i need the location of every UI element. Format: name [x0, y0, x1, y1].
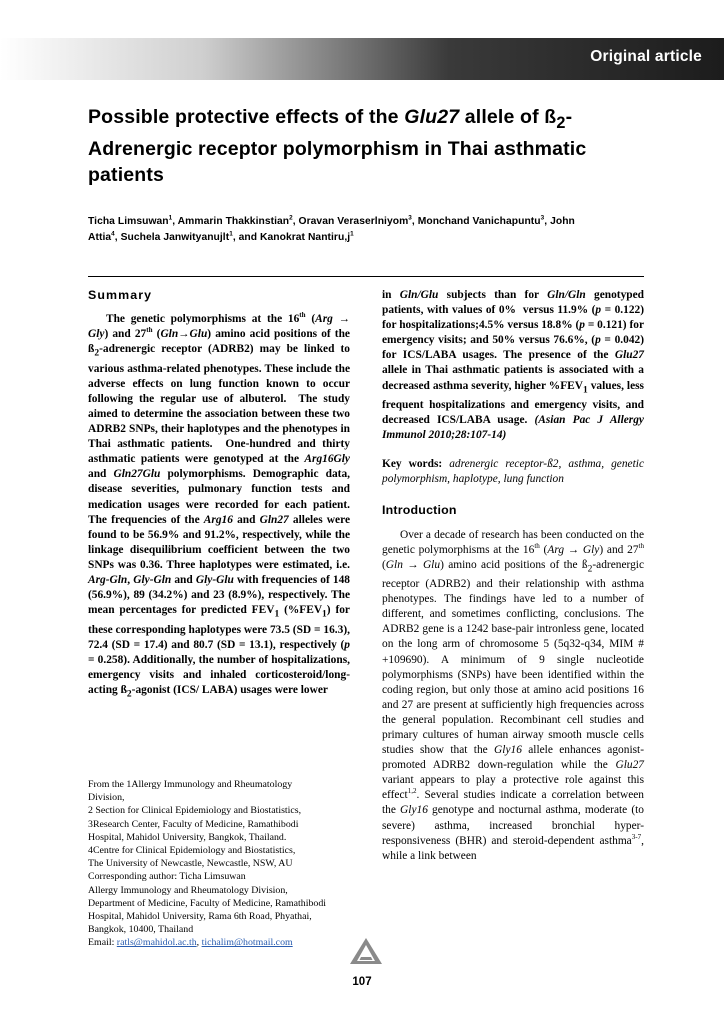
footnote-line: From the 1Allergy Immunology and Rheumatology	[88, 779, 293, 790]
column-left	[88, 288, 350, 702]
footnote-line: 4Centre for Clinical Epidemiology and Biostatistics,	[88, 845, 296, 857]
author-line-1: Ticha Limsuwan$^1$, Ammarin Thakkinstian$^2$, Oravan Veraserlniyom$^3$, Monchand Vanichapuntu$^3$, John	[88, 214, 575, 227]
footnote-line: Department of Medicine, Faculty of Medicine, Ramathibodi	[88, 897, 327, 909]
footnote-email-line	[88, 936, 356, 949]
email-link-secondary[interactable]: tichalim@hotmail.com	[201, 937, 293, 949]
footnote-line: Division,	[88, 792, 125, 804]
email-separator: ,	[196, 937, 202, 949]
author-line-2: Attia$^4$, Suchela Janwityanujlt$^1$, and Kanokrat $Nantiru,j^1$	[88, 230, 354, 244]
introduction-paragraph: Over a decade of research has been conducted on the genetic polymorphisms at the 16th (Arg → Gly) and 27th (Gln → Glu) amino acid positions of the $ß_2$-adrenergic receptor (ADRB2) and their relationship with asthma phenotypes. The findings have led to a number of different, and sometimes conflicting, conclusions. The ADRB2 gene is a 1242 base-pair intronless gene, located on the long arm of chromosome 5 (5q32-q34, MIM # +109690). A minimum of 9 single nucleotide polymorphisms (SNPs) have been identified within the coding region, but only those at amino acid positions 16 and 27 are present at sufficiently high frequencies across the general population. Recombinant cell studies and primary cultures of human airway smooth muscle cells studies show that the Gly16 allele enhances agonist-promoted ADRB2 down-regulation while the Glu27 variant appears to play a protective role against this effect$^{1,2}$. Several studies indicate a correlation between the Gly16 genotype and nocturnal asthma, moderate (to severe) asthma, increased bronchial hyper-responsiveness (BHR) and steroid-dependent asthma$^{3-7}$, while a link between	[382, 528, 645, 862]
summary-paragraph: The genetic polymorphisms at the 16th (Arg → Gly) and 27th (Gln→Glu) amino acid positions of the $ß_2$-adrenergic receptor (ADRB2) may be linked to various asthma-related phenotypes. These include the adverse effects on lung function known to occur following the regular use of albuterol. The study aimed to determine the association between these two ADRB2 SNPs, their haplotypes and the phenotypes in Thai asthmatic patients. One-hundred and thirty asthmatic patients were genotyped at the Arg16Gly and Gln27Glu polymorphisms. Demographic data, disease severities, pulmonary function tests and medication usages were recorded for each patient. The frequencies of the Arg16 and Gln27 alleles were found to be 56.9% and 91.2%, respectively, while the linkage disequilibrium coefficient between the two SNPs was 0.36. Three haplotypes were estimated, i.e. Arg-Gln, Gly-Gln and Gly-Glu with frequencies of 148 (56.9%), 89 (34.2%) and 23 (8.9%), respectively. The mean percentages for predicted $FEV_1$ $(\%FEV_1)$ for these corresponding haplotypes were 73.5 (SD = 16.3), 72.4 (SD = 17.4) and 80.7 (SD = 13.1), respectively (p = 0.258). Additionally, the number of hospitalizations, emergency visits and inhaled corticosteroid/long-acting $ß_2$-agonist (ICS/ LABA) usages were lower	[88, 311, 351, 700]
keywords-label: Key words:	[382, 458, 443, 471]
summary-heading: Summary	[88, 288, 153, 302]
footnote-line: The University of Newcastle, Newcastle, NSW, AU	[88, 858, 293, 870]
footnote-line: Bangkok, 10400, Thailand	[88, 924, 194, 936]
article-type-label: Original article	[590, 48, 702, 65]
header-band	[0, 38, 724, 80]
author-list	[88, 214, 644, 247]
affiliation-footnote	[88, 778, 356, 950]
keywords-block	[382, 457, 644, 487]
title-block	[88, 104, 644, 247]
email-label: Email:	[88, 937, 117, 949]
email-link-primary[interactable]: ratls@mahidol.ac.th	[116, 937, 197, 949]
footnote-line: Corresponding author: Ticha Limsuwan	[88, 871, 246, 883]
summary-continuation: in Gln/Glu subjects than for Gln/Gln genotyped patients, with values of 0% versus 11.9% (p = 0.122) for hospitalizations;4.5% versus 18.8% (p = 0.121) for emergency visits; and 50% versus 76.6%, (p = 0.042) for ICS/LABA usages. The presence of the Glu27 allele in Thai asthmatic patients is associated with a decreased asthma severity, higher $\%FEV_1$ values, less frequent hospitalizations and emergency visits, and decreased ICS/LABA usage. (Asian Pac J Allergy Immunol 2010;28:107-14)	[382, 289, 645, 442]
journal-logo-icon	[348, 936, 384, 966]
footnote-line: 2 Section for Clinical Epidemiology and Biostatistics,	[88, 805, 302, 817]
horizontal-rule	[88, 276, 644, 277]
column-right	[382, 288, 644, 864]
footnote-line: Hospital, Mahidol University, Rama 6th Road, Phyathai,	[88, 911, 312, 923]
footnote-line: Hospital, Mahidol University, Bangkok, Thailand.	[88, 831, 287, 843]
introduction-heading: Introduction	[382, 503, 457, 518]
footnote-line: Allergy Immunology and Rheumatology Division,	[88, 884, 288, 896]
page-title: Possible protective effects of the Glu27 allele of $ß_2$-Adrenergic receptor polymorphism in Thai asthmatic patients	[88, 106, 587, 186]
footnote-line: 3Research Center, Faculty of Medicine, Ramathibodi	[88, 818, 299, 830]
page-number: 107	[352, 976, 372, 988]
keywords-text: adrenergic receptor-ß2, asthma, genetic polymorphism, haplotype, lung function	[382, 458, 644, 486]
